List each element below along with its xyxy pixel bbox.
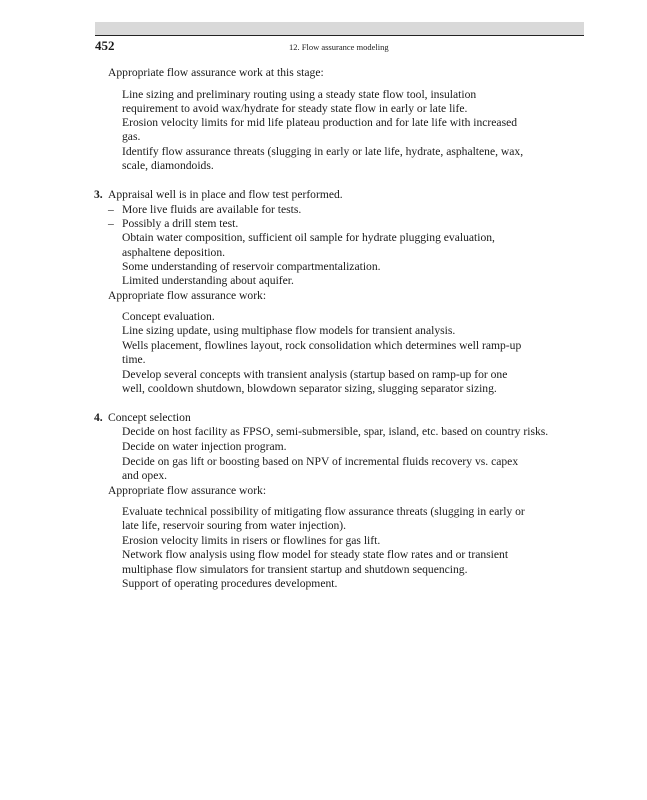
header-band [95, 22, 584, 35]
item3-bullet-1: More live fluids are available for tests. [122, 203, 302, 216]
item3-title: Appraisal well is in place and flow test performed. [108, 188, 343, 201]
header-rule [95, 35, 584, 36]
page-number: 452 [95, 38, 115, 53]
item3-work-line: Concept evaluation. [122, 310, 215, 323]
item3-work-line: well, cooldown shutdown, blowdown separator sizing, slugging separator sizing. [122, 382, 497, 395]
item3-sub-line: asphaltene deposition. [122, 246, 226, 259]
item4-title: Concept selection [108, 411, 191, 424]
item4-work-line: Network flow analysis using flow model for steady state flow rates and or transient [122, 548, 509, 561]
intro-line: Identify flow assurance threats (slugging in early or late life, hydrate, asphaltene, wax, [122, 145, 524, 158]
running-head: 12. Flow assurance modeling [289, 42, 389, 52]
item3-sub-line: Limited understanding about aquifer. [122, 274, 294, 287]
item3-work-line: time. [122, 353, 146, 366]
item3-work-line: Develop several concepts with transient analysis (startup based on ramp-up for one [122, 368, 508, 381]
intro-line: gas. [122, 130, 141, 143]
item4-work-line: multiphase flow simulators for transient startup and shutdown sequencing. [122, 563, 468, 576]
item4-work-line: Erosion velocity limits in risers or flowlines for gas lift. [122, 534, 381, 547]
item3-number: 3. [94, 188, 103, 201]
item4-sub-line: Decide on water injection program. [122, 440, 287, 453]
intro-line: Line sizing and preliminary routing using a steady state flow tool, insulation [122, 88, 477, 101]
item3-dash-2: – [108, 217, 114, 230]
item3-work-line: Wells placement, flowlines layout, rock consolidation which determines well ramp-up [122, 339, 522, 352]
item4-work-line: Evaluate technical possibility of mitigating flow assurance threats (slugging in early or [122, 505, 525, 518]
item4-work-heading: Appropriate flow assurance work: [108, 484, 267, 497]
intro-heading: Appropriate flow assurance work at this stage: [108, 66, 324, 79]
intro-line: scale, diamondoids. [122, 159, 214, 172]
intro-line: Erosion velocity limits for mid life plateau production and for late life with increased [122, 116, 518, 129]
item4-work-line: Support of operating procedures development. [122, 577, 338, 590]
intro-line: requirement to avoid wax/hydrate for steady state flow in early or late life. [122, 102, 468, 115]
item3-sub-line: Some understanding of reservoir compartmentalization. [122, 260, 381, 273]
item4-sub-line: Decide on host facility as FPSO, semi-submersible, spar, island, etc. based on country risks. [122, 425, 549, 438]
item3-dash-1: – [108, 203, 114, 216]
item3-work-line: Line sizing update, using multiphase flow models for transient analysis. [122, 324, 456, 337]
item4-sub-line: and opex. [122, 469, 168, 482]
item4-number: 4. [94, 411, 103, 424]
item3-bullet-2: Possibly a drill stem test. [122, 217, 239, 230]
item4-work-line: late life, reservoir souring from water injection). [122, 519, 347, 532]
item4-sub-line: Decide on gas lift or boosting based on NPV of incremental fluids recovery vs. capex [122, 455, 519, 468]
item3-sub-line: Obtain water composition, sufficient oil sample for hydrate plugging evaluation, [122, 231, 495, 244]
item3-work-heading: Appropriate flow assurance work: [108, 289, 267, 302]
